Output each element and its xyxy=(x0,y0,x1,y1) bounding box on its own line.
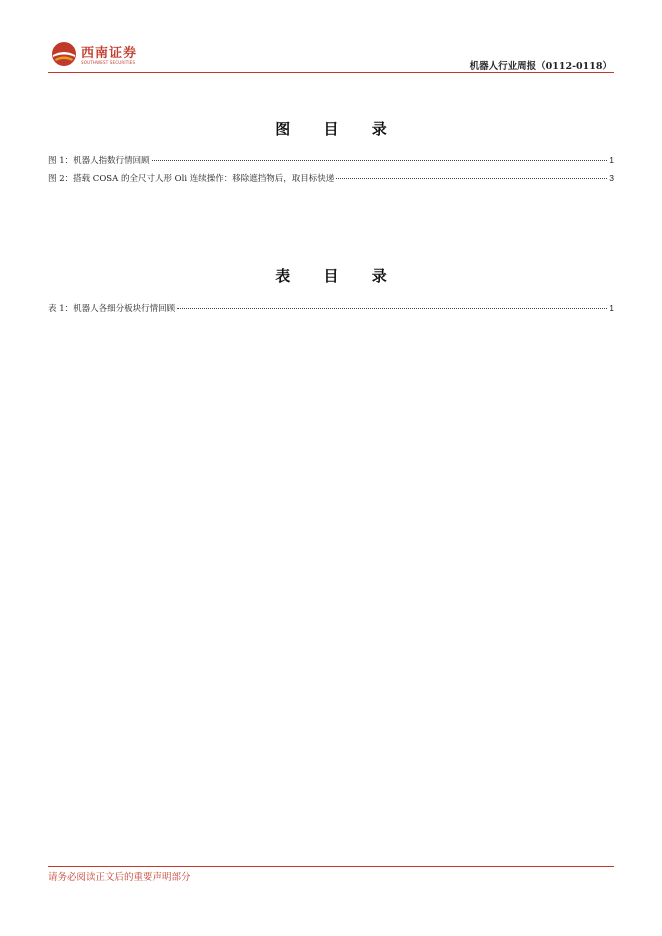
toc-entry-label: 图 2：搭载 COSA 的全尺寸人形 Oli 连续操作：移除遮挡物后，取目标快递 xyxy=(48,174,335,184)
footer-divider xyxy=(48,866,614,867)
tables-toc-heading: 表 目 录 xyxy=(275,267,401,285)
logo-english: SOUTHWEST SECURITIES xyxy=(81,60,136,65)
logo-name: 西南证券 xyxy=(81,46,138,61)
toc-entry-page: 1 xyxy=(609,155,614,165)
toc-entry[interactable] xyxy=(48,302,614,320)
tables-toc-list xyxy=(48,302,614,320)
toc-entry-page: 3 xyxy=(609,173,614,183)
footer-disclaimer: 请务必阅读正文后的重要声明部分 xyxy=(48,872,191,883)
figures-toc-heading: 图 目 录 xyxy=(275,120,401,138)
figures-toc-list xyxy=(48,154,614,190)
toc-entry[interactable] xyxy=(48,172,614,190)
toc-leader-dots xyxy=(336,178,607,179)
toc-entry[interactable] xyxy=(48,154,614,172)
report-title: 机器人行业周报（0112-0118） xyxy=(469,61,612,72)
company-logo xyxy=(50,38,170,72)
toc-leader-dots xyxy=(177,308,607,309)
toc-entry-label: 表 1：机器人各细分板块行情回顾 xyxy=(48,304,176,314)
toc-leader-dots xyxy=(152,160,608,161)
toc-entry-page: 1 xyxy=(609,303,614,313)
sun-logo-icon xyxy=(50,40,78,68)
header-divider xyxy=(48,72,614,73)
toc-entry-label: 图 1：机器人指数行情回顾 xyxy=(48,156,150,166)
page-header xyxy=(48,38,614,74)
